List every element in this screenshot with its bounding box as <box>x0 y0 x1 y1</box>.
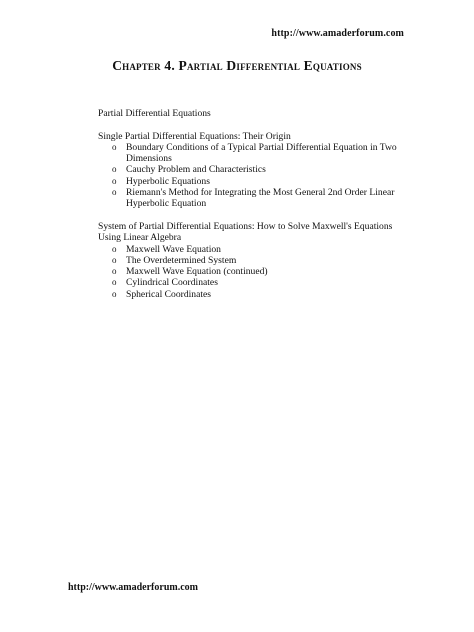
bullet-marker: o <box>112 175 117 186</box>
list-item-text: Cauchy Problem and Characteristics <box>126 164 266 176</box>
header-url: http://www.amaderforum.com <box>271 28 404 39</box>
list-item <box>98 289 398 300</box>
list-item-text: The Overdetermined System <box>126 254 237 266</box>
list-item <box>98 142 398 165</box>
list-item <box>98 244 398 255</box>
chapter-title: Chapter 4. Partial Differential Equations <box>112 58 362 73</box>
bullet-marker: o <box>112 141 117 152</box>
spacer <box>98 119 398 130</box>
list-item-text: Maxwell Wave Equation <box>126 243 221 255</box>
list-item <box>98 266 398 277</box>
list-item <box>98 255 398 266</box>
list-item <box>98 176 398 187</box>
list-item-text: Spherical Coordinates <box>126 288 211 300</box>
list-item <box>98 187 398 210</box>
list-item-text: Boundary Conditions of a Typical Partial Differential Equation in Two Dimensions <box>126 141 397 165</box>
bullet-marker: o <box>112 288 117 299</box>
section-item-list <box>98 244 398 300</box>
list-item-text: Maxwell Wave Equation (continued) <box>126 266 268 278</box>
section-title: System of Partial Differential Equations: How to Solve Maxwell's Equations Using Linear Algebra <box>98 220 393 244</box>
list-item <box>98 164 398 175</box>
bullet-marker: o <box>112 277 117 288</box>
spacer <box>98 210 398 221</box>
bullet-marker: o <box>112 266 117 277</box>
list-item-text: Riemann's Method for Integrating the Most General 2nd Order Linear Hyperbolic Equation <box>126 187 395 210</box>
bullet-marker: o <box>112 254 117 265</box>
list-item-text: Cylindrical Coordinates <box>126 277 218 289</box>
section-item-list <box>98 142 398 210</box>
list-item <box>98 277 398 288</box>
bullet-marker: o <box>112 187 117 198</box>
footer-url: http://www.amaderforum.com <box>68 582 198 593</box>
toc-intro: Partial Differential Equations <box>98 108 211 119</box>
section-title: Single Partial Differential Equations: Their Origin <box>98 130 291 142</box>
bullet-marker: o <box>112 164 117 175</box>
bullet-marker: o <box>112 243 117 254</box>
list-item-text: Hyperbolic Equations <box>126 175 210 187</box>
table-of-contents <box>98 108 398 300</box>
